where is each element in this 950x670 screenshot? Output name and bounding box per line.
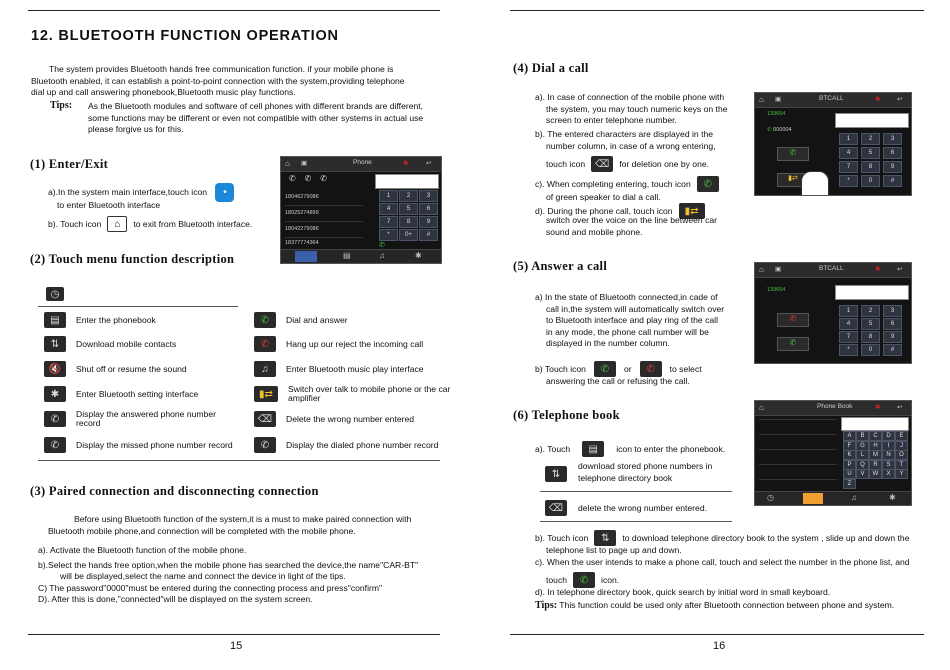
list-item: 18025274899	[285, 205, 363, 222]
dial-answer-icon: ✆	[254, 312, 276, 328]
home-icon: ⌂	[107, 216, 127, 232]
tips-text: As the Bluetooth modules and software of cell phones with different brands are different, some functions may be different or even not compatible with other systems in actual use please forgive us for this.	[88, 101, 424, 135]
switch-voice-icon: ▮⇄	[254, 386, 278, 402]
key-4: 4	[379, 203, 398, 215]
key-hash: #	[883, 344, 902, 356]
btcall-screen-screenshot	[754, 92, 912, 196]
answer-step-a: a) In the state of Bluetooth connected,in cade of call in,the system will automatically switch over to Bluetooth interface and play ring of the call in any mode, the phone call number will be displayed in the number column.	[535, 292, 725, 349]
dial-step-d: d). During the phone call, touch icon ▮⇄	[535, 203, 705, 219]
dial-step-a: a). In case of connection of the mobile phone with the system, you may touch numeric keys on the screen to enter telephone number.	[535, 92, 728, 126]
hand-pointer-icon	[801, 171, 829, 196]
letter-key: I	[882, 441, 895, 451]
phonebook-step-b3: telephone list to page up and down.	[546, 545, 682, 555]
key-1: 1	[839, 305, 858, 317]
switch-voice-button: ▮⇄	[777, 173, 809, 187]
key-0: 0	[861, 344, 880, 356]
divider	[38, 306, 238, 307]
back-icon: ↩	[897, 96, 903, 103]
key-2: 2	[399, 190, 418, 202]
phonebook-icon: ▤	[582, 441, 604, 457]
dial-answer-icon: ✆	[697, 176, 719, 192]
bluetooth-icon: ✱	[403, 160, 409, 167]
bt-settings-icon: ✱	[44, 386, 66, 402]
phonebook-download-desc: download stored phone numbers in telephone directory book	[578, 461, 713, 483]
key-9: 9	[883, 331, 902, 343]
letter-key: Z	[843, 479, 856, 489]
delete-icon: ⌫	[591, 156, 613, 172]
phonebook-step-c2: touch ✆ icon.	[546, 572, 619, 588]
hangup-icon: ✆	[640, 361, 662, 377]
letter-key: M	[869, 450, 882, 460]
table-row: 🔇 Shut off or resume the sound	[44, 358, 187, 380]
music-icon: ♫	[851, 493, 857, 502]
key-hash: #	[883, 175, 902, 187]
bottom-toolbar	[281, 249, 441, 264]
screen-icon: ▣	[775, 266, 782, 273]
exit-step-b: b). Touch icon ⌂ to exit from Bluetooth interface.	[48, 216, 252, 232]
section-answer-title: (5) Answer a call	[513, 259, 608, 273]
bluetooth-icon: ✱	[875, 266, 881, 273]
section-touch-menu-title: (2) Touch menu function description	[30, 252, 235, 266]
delete-icon: ⌫	[545, 500, 567, 516]
divider	[540, 491, 732, 492]
letter-keyboard	[843, 431, 909, 489]
letter-key: Y	[895, 469, 908, 479]
settings-icon: ✱	[889, 493, 896, 502]
number-display	[375, 174, 439, 189]
hangup-button: ✆	[777, 313, 809, 327]
call-number: ✆ 000004	[767, 127, 792, 133]
section-enter-exit-title: (1) Enter/Exit	[30, 157, 109, 171]
letter-key: Q	[856, 460, 869, 470]
answer-step-b: b) Touch icon ✆ or ✆ to select	[535, 361, 702, 377]
bluetooth-icon: ✱	[875, 404, 881, 411]
table-row: ▮⇄ Switch over talk to mobile phone or the car amplifier	[254, 383, 453, 405]
letter-key: T	[895, 460, 908, 470]
contact-list	[759, 419, 837, 490]
dial-icon: ✆	[379, 242, 385, 249]
letter-key: D	[882, 431, 895, 441]
dial-answer-icon: ✆	[573, 572, 595, 588]
key-5: 5	[861, 318, 880, 330]
pairing-steps: a). Activate the Bluetooth function of the mobile phone. b).Select the hands free option,when the mobile phone has searched the device,the name"CAR-BT" will be displayed,select the name and connect the device in light of the tips. C) The password"0000"must be entered during the connecting process and press"confirm" D). After this is done,"connected"will be displayed on the system screen.	[38, 545, 419, 605]
key-7: 7	[839, 331, 858, 343]
key-3: 3	[419, 190, 438, 202]
letter-key: U	[843, 469, 856, 479]
letter-key: F	[843, 441, 856, 451]
page-number-right: 16	[713, 640, 726, 652]
incoming-call-screenshot	[754, 262, 912, 364]
bluetooth-app-icon: •	[215, 183, 234, 202]
key-8: 8	[399, 216, 418, 228]
key-4: 4	[839, 318, 858, 330]
dial-step-b3: touch icon ⌫ for deletion one by one.	[546, 156, 709, 172]
screen-icon: ▣	[775, 96, 782, 103]
key-3: 3	[883, 133, 902, 145]
key-5: 5	[399, 203, 418, 215]
delete-icon: ⌫	[254, 411, 276, 427]
search-display	[841, 417, 909, 431]
table-row: ⌫ Delete the wrong number entered	[254, 408, 414, 430]
number-label: 139654	[767, 287, 786, 293]
key-hash: #	[419, 229, 438, 241]
list-item: 18042279086	[285, 221, 363, 238]
answer-step-b3: answering the call or refusing the call.	[546, 376, 690, 386]
enter-step-a2: to enter Bluetooth interface	[57, 200, 161, 210]
letter-key: K	[843, 450, 856, 460]
bluetooth-icon: ✱	[875, 96, 881, 103]
letter-key: G	[856, 441, 869, 451]
list-item: 18046279086	[285, 189, 363, 206]
home-icon: ⌂	[759, 403, 764, 412]
table-row: ✱ Enter Bluetooth setting interface	[44, 383, 198, 405]
music-icon: ♫	[379, 251, 385, 260]
phonebook-step-a: a). Touch ▤ icon to enter the phonebook.	[535, 441, 725, 457]
page-number-left: 15	[230, 640, 243, 652]
key-6: 6	[883, 318, 902, 330]
key-6: 6	[419, 203, 438, 215]
phonebook-step-d: d). In telephone directory book, quick search by initial word in small keyboard.	[535, 587, 831, 597]
clock-icon: ◷	[767, 493, 774, 502]
tips-label: Tips:	[50, 100, 73, 111]
key-5: 5	[861, 147, 880, 159]
screen-title: Phone	[353, 159, 372, 166]
clock-icon: ◷	[46, 287, 64, 301]
download-icon: ⇅	[594, 530, 616, 546]
key-9: 9	[883, 161, 902, 173]
answered-calls-icon: ✆	[44, 411, 66, 427]
screen-icon: ▣	[301, 160, 308, 167]
dialed-calls-icon: ✆	[254, 437, 276, 453]
phonebook-step-b: b). Touch icon ⇅ to download telephone directory book to the system , slide up and down the	[535, 530, 909, 546]
key-1: 1	[379, 190, 398, 202]
letter-key: C	[869, 431, 882, 441]
section-phonebook-title: (6) Telephone book	[513, 408, 620, 422]
table-row: ✆ Hang up our reject the incoming call	[254, 333, 423, 355]
key-6: 6	[883, 147, 902, 159]
screen-title: Phone Book	[817, 403, 853, 410]
phonebook-delete-desc: delete the wrong number entered.	[578, 503, 707, 513]
home-icon: ⌂	[759, 95, 764, 104]
table-row: ✆ Display the dialed phone number record	[254, 434, 438, 456]
dial-button: ✆	[777, 147, 809, 161]
enter-step-a: a).In the system main interface,touch icon •	[48, 183, 234, 202]
key-star: *	[379, 229, 398, 241]
key-2: 2	[861, 133, 880, 145]
letter-key: V	[856, 469, 869, 479]
list-item: 18377774364	[285, 235, 363, 252]
table-row: ✆ Dial and answer	[254, 309, 348, 331]
phonebook-screen-screenshot	[754, 400, 912, 506]
call-icons: ✆ ✆ ✆	[289, 174, 327, 183]
back-icon: ↩	[897, 404, 903, 411]
letter-key: L	[856, 450, 869, 460]
dial-step-c2: of green speaker to dial a call.	[546, 192, 661, 202]
key-0: 0+	[399, 229, 418, 241]
table-row: ⇅ Download mobile contacts	[44, 333, 176, 355]
mute-icon: 🔇	[44, 361, 66, 377]
key-4: 4	[839, 147, 858, 159]
key-0: 0	[861, 175, 880, 187]
dial-step-c: c). When completing entering, touch icon ✆	[535, 176, 719, 192]
dial-step-d2: switch over the voice on the line between car sound and mobile phone.	[546, 215, 718, 237]
phone-screen-screenshot	[280, 156, 442, 264]
section-pairing-title: (3) Paired connection and disconnecting connection	[30, 484, 319, 498]
key-star: *	[839, 344, 858, 356]
letter-key: X	[882, 469, 895, 479]
letter-key: S	[882, 460, 895, 470]
table-row: ✆ Display the missed phone number record	[44, 434, 236, 456]
table-row: ♫ Enter Bluetooth music play interface	[254, 358, 424, 380]
dial-answer-icon: ✆	[594, 361, 616, 377]
key-1: 1	[839, 133, 858, 145]
download-icon: ⇅	[44, 336, 66, 352]
letter-key: R	[869, 460, 882, 470]
table-row: ▤ Enter the phonebook	[44, 309, 156, 331]
hangup-icon: ✆	[254, 336, 276, 352]
phonebook-step-c: c). When the user intends to make a phone call, touch and select the number in the phone list, and	[535, 557, 910, 567]
key-3: 3	[883, 305, 902, 317]
letter-key: W	[869, 469, 882, 479]
number-display	[835, 113, 909, 128]
number-display	[835, 285, 909, 300]
section-dial-title: (4) Dial a call	[513, 61, 589, 75]
clock-icon	[295, 251, 317, 262]
phonebook-tips: Tips: This function could be used only after Bluetooth connection between phone and system.	[535, 600, 895, 611]
back-icon: ↩	[897, 266, 903, 273]
answer-button: ✆	[777, 337, 809, 351]
letter-key: H	[869, 441, 882, 451]
key-8: 8	[861, 331, 880, 343]
key-9: 9	[419, 216, 438, 228]
key-7: 7	[839, 161, 858, 173]
letter-key: B	[856, 431, 869, 441]
letter-key: E	[895, 431, 908, 441]
key-8: 8	[861, 161, 880, 173]
home-icon: ⌂	[285, 159, 290, 168]
bottom-toolbar	[755, 491, 911, 506]
screen-title: BTCALL	[819, 265, 844, 272]
key-2: 2	[861, 305, 880, 317]
missed-calls-icon: ✆	[44, 437, 66, 453]
screen-title: BTCALL	[819, 95, 844, 102]
phonebook-icon	[803, 493, 823, 504]
home-icon: ⌂	[759, 265, 764, 274]
key-7: 7	[379, 216, 398, 228]
letter-key: O	[895, 450, 908, 460]
letter-key: N	[882, 450, 895, 460]
divider	[540, 521, 732, 522]
intro-paragraph: The system provides Bluetooth hands free communication function. if your mobile phone is Bluetooth enabled, it can establish a point-to-point connection with the system,providing telephone dial up and call answering phonebook,Bluetooth music play functions.	[31, 64, 405, 98]
phonebook-icon: ▤	[44, 312, 66, 328]
letter-key: P	[843, 460, 856, 470]
key-star: *	[839, 175, 858, 187]
number-label: 139654	[767, 111, 786, 117]
settings-icon: ✱	[415, 251, 422, 260]
phonebook-icon: ▤	[343, 251, 351, 260]
dial-step-b: b). The entered characters are displayed in the number column, in case of a wrong entering,	[535, 129, 716, 151]
divider	[38, 460, 440, 461]
switch-voice-icon: ▮⇄	[679, 203, 705, 219]
back-icon: ↩	[426, 160, 432, 167]
pairing-intro: Before using Bluetooth function of the system,it is a must to make paired connection with Bluetooth mobile phone,and connection will be completed with the mobile phone.	[48, 514, 412, 536]
letter-key: J	[895, 441, 908, 451]
letter-key: A	[843, 431, 856, 441]
download-icon: ⇅	[545, 466, 567, 482]
table-row: ✆ Display the answered phone number record	[44, 408, 236, 430]
music-icon: ♫	[254, 361, 276, 377]
page-heading: 12. BLUETOOTH FUNCTION OPERATION	[31, 28, 339, 44]
